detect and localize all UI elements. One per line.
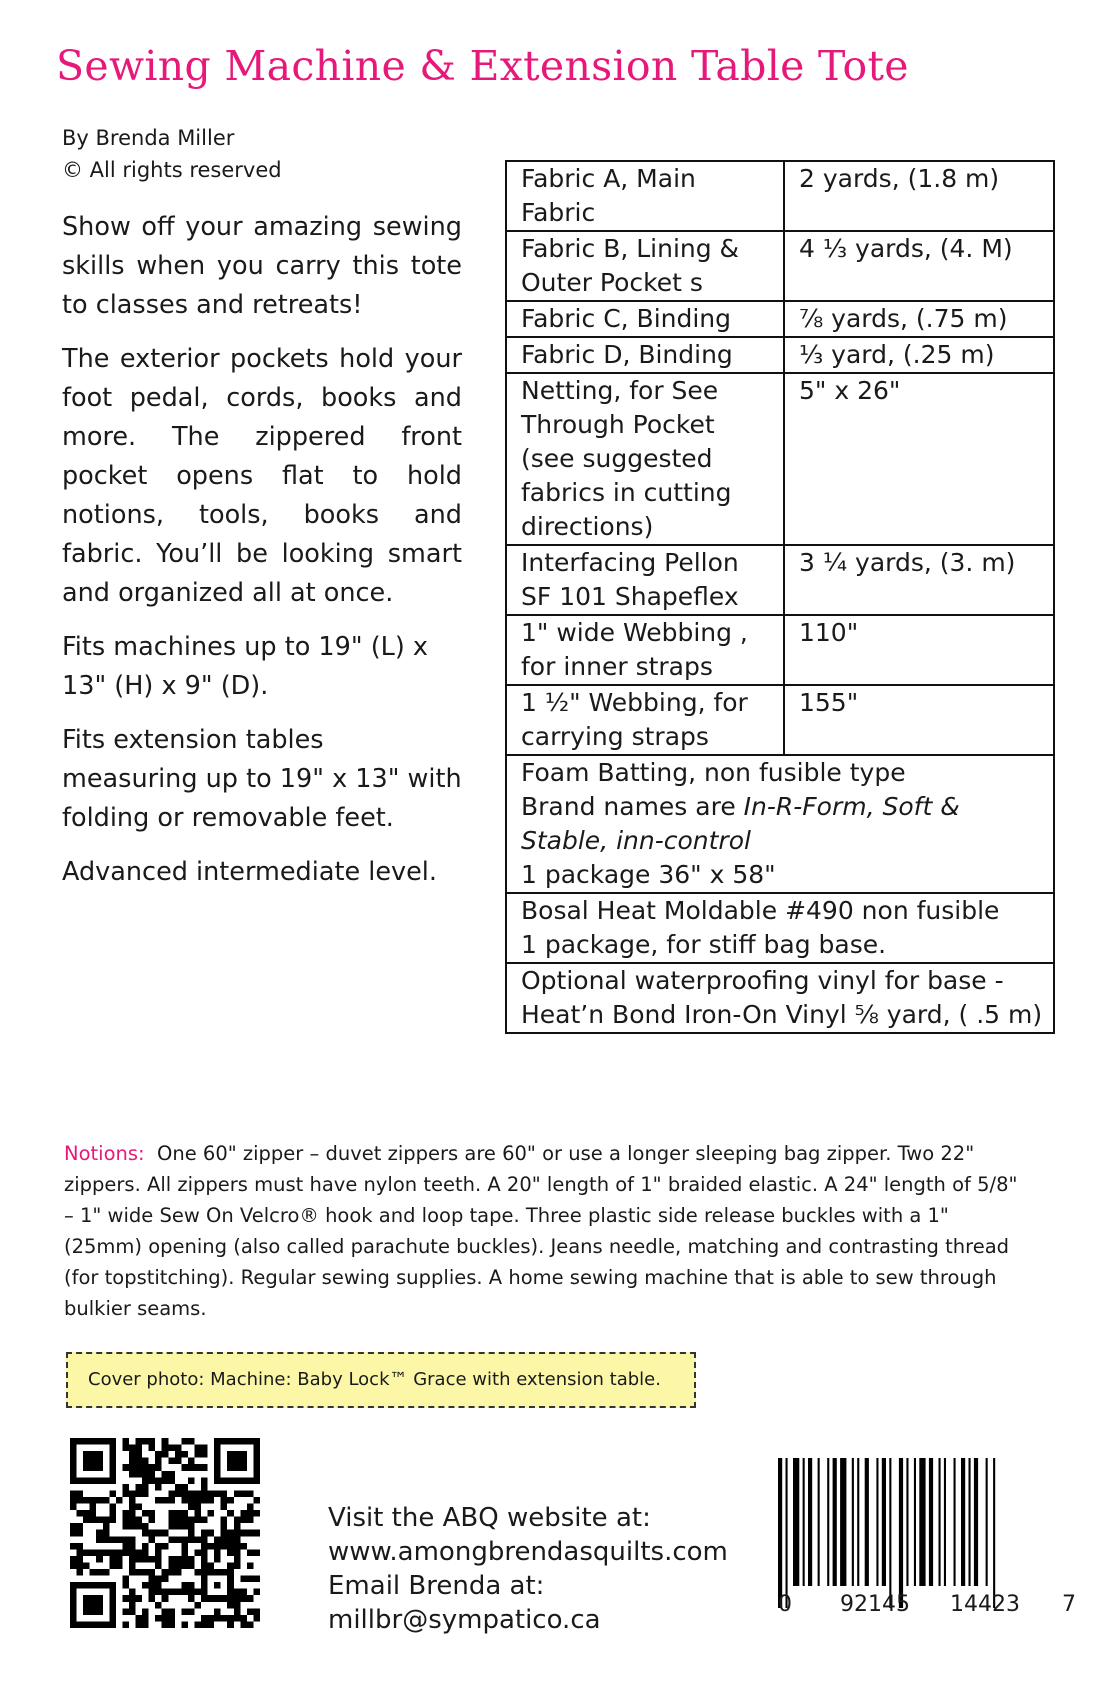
material-amount: 4 ⅓ yards, (4. M) (784, 231, 1054, 301)
materials-row (506, 545, 1054, 615)
barcode-digit-first: 0 (778, 1592, 792, 1617)
material-item: Interfacing Pellon SF 101 Shapeflex (506, 545, 784, 615)
cover-photo-note: Cover photo: Machine: Baby Lock™ Grace with extension table. (66, 1352, 696, 1408)
material-item: 1" wide Webbing , for inner straps (506, 615, 784, 685)
email-label: Email Brenda at: (328, 1571, 545, 1601)
page-title: Sewing Machine & Extension Table Tote (56, 42, 909, 90)
notions-body: One 60" zipper – duvet zippers are 60" or use a longer sleeping bag zipper. Two 22" zippers. All zippers must have nylon teeth. A 20" length of 1" braided elastic. A 24" length of 5/8" – 1" wide Sew On Velcro® hook and loop tape. Three plastic side release buckles with a 1" (25mm) opening (also called parachute buckles). Jeans needle, matching and contrasting thread (for topstitching). Regular sewing supplies. A home sewing machine that is able to sew through bulkier seams. (64, 1142, 1018, 1320)
bosal-title: Bosal Heat Moldable #490 non fusible (521, 896, 1000, 925)
material-amount: 5" x 26" (784, 373, 1054, 545)
materials-row (506, 373, 1054, 545)
barcode-digits-right: 14423 (950, 1592, 1020, 1617)
foam-package: 1 package 36" x 58" (521, 860, 776, 889)
barcode-number (778, 1592, 1078, 1616)
material-amount: 110" (784, 615, 1054, 685)
material-item: Netting, for See Through Pocket (see suggested fabrics in cutting directions) (506, 373, 784, 545)
material-item: Fabric D, Binding (506, 337, 784, 373)
author: By Brenda Miller (62, 126, 235, 150)
barcode-digits-left: 92145 (840, 1592, 910, 1617)
material-amount: 2 yards, (1.8 m) (784, 161, 1054, 231)
qr-code-icon (70, 1438, 260, 1628)
material-item: Fabric C, Binding (506, 301, 784, 337)
materials-row-foam (506, 755, 1054, 893)
website-label: Visit the ABQ website at: (328, 1503, 651, 1533)
material-amount: ⅞ yards, (.75 m) (784, 301, 1054, 337)
notions-label: Notions: (64, 1142, 145, 1165)
bosal-package: 1 package, for stiff bag base. (521, 930, 887, 959)
skill-level-text: Advanced intermediate level. (62, 857, 437, 887)
email-address: millbr@sympatico.ca (328, 1605, 601, 1635)
intro-paragraph: Show off your amazing sewing skills when you carry this tote to classes and retreats! (62, 212, 462, 320)
materials-row-bosal (506, 893, 1054, 963)
vinyl-cell: Optional waterproofing vinyl for base - Heat’n Bond Iron-On Vinyl ⅝ yard, ( .5 m) (506, 963, 1054, 1033)
materials-row (506, 685, 1054, 755)
intro-text (62, 208, 462, 907)
byline (62, 122, 282, 186)
material-item: Fabric B, Lining & Outer Pocket s (506, 231, 784, 301)
material-item: Fabric A, Main Fabric (506, 161, 784, 231)
materials-row-vinyl (506, 963, 1054, 1033)
material-amount: ⅓ yard, (.25 m) (784, 337, 1054, 373)
website-url: www.amongbrendasquilts.com (328, 1537, 728, 1567)
materials-row (506, 161, 1054, 231)
material-amount: 155" (784, 685, 1054, 755)
copyright-notice: © All rights reserved (62, 158, 282, 182)
foam-brand-names: In-R-Form, Soft & Stable, inn-control (521, 792, 960, 855)
barcode-icon (778, 1458, 1078, 1608)
contact-info (328, 1501, 728, 1637)
table-fit-text: Fits extension tables measuring up to 19" x 13" with folding or removable feet. (62, 725, 462, 833)
intro-paragraph: The exterior pockets hold your foot pedal, cords, books and more. The zippered front pocket opens flat to hold notions, tools, books and fabric. You’ll be looking smart and organized all at once. (62, 344, 462, 608)
foam-batting-cell (506, 755, 1054, 893)
bosal-cell (506, 893, 1054, 963)
foam-batting-title: Foam Batting, non fusible type (521, 758, 906, 787)
materials-row (506, 337, 1054, 373)
machine-fit-text: Fits machines up to 19" (L) x 13" (H) x 9" (D). (62, 632, 429, 701)
barcode-digit-last: 7 (1062, 1592, 1076, 1617)
material-item: 1 ½" Webbing, for carrying straps (506, 685, 784, 755)
notions-text (64, 1138, 1024, 1324)
materials-row (506, 231, 1054, 301)
material-amount: 3 ¼ yards, (3. m) (784, 545, 1054, 615)
materials-table (505, 160, 1055, 1034)
materials-row (506, 615, 1054, 685)
materials-row (506, 301, 1054, 337)
foam-brands: Brand names are In-R-Form, Soft & Stable, inn-control (521, 792, 960, 855)
